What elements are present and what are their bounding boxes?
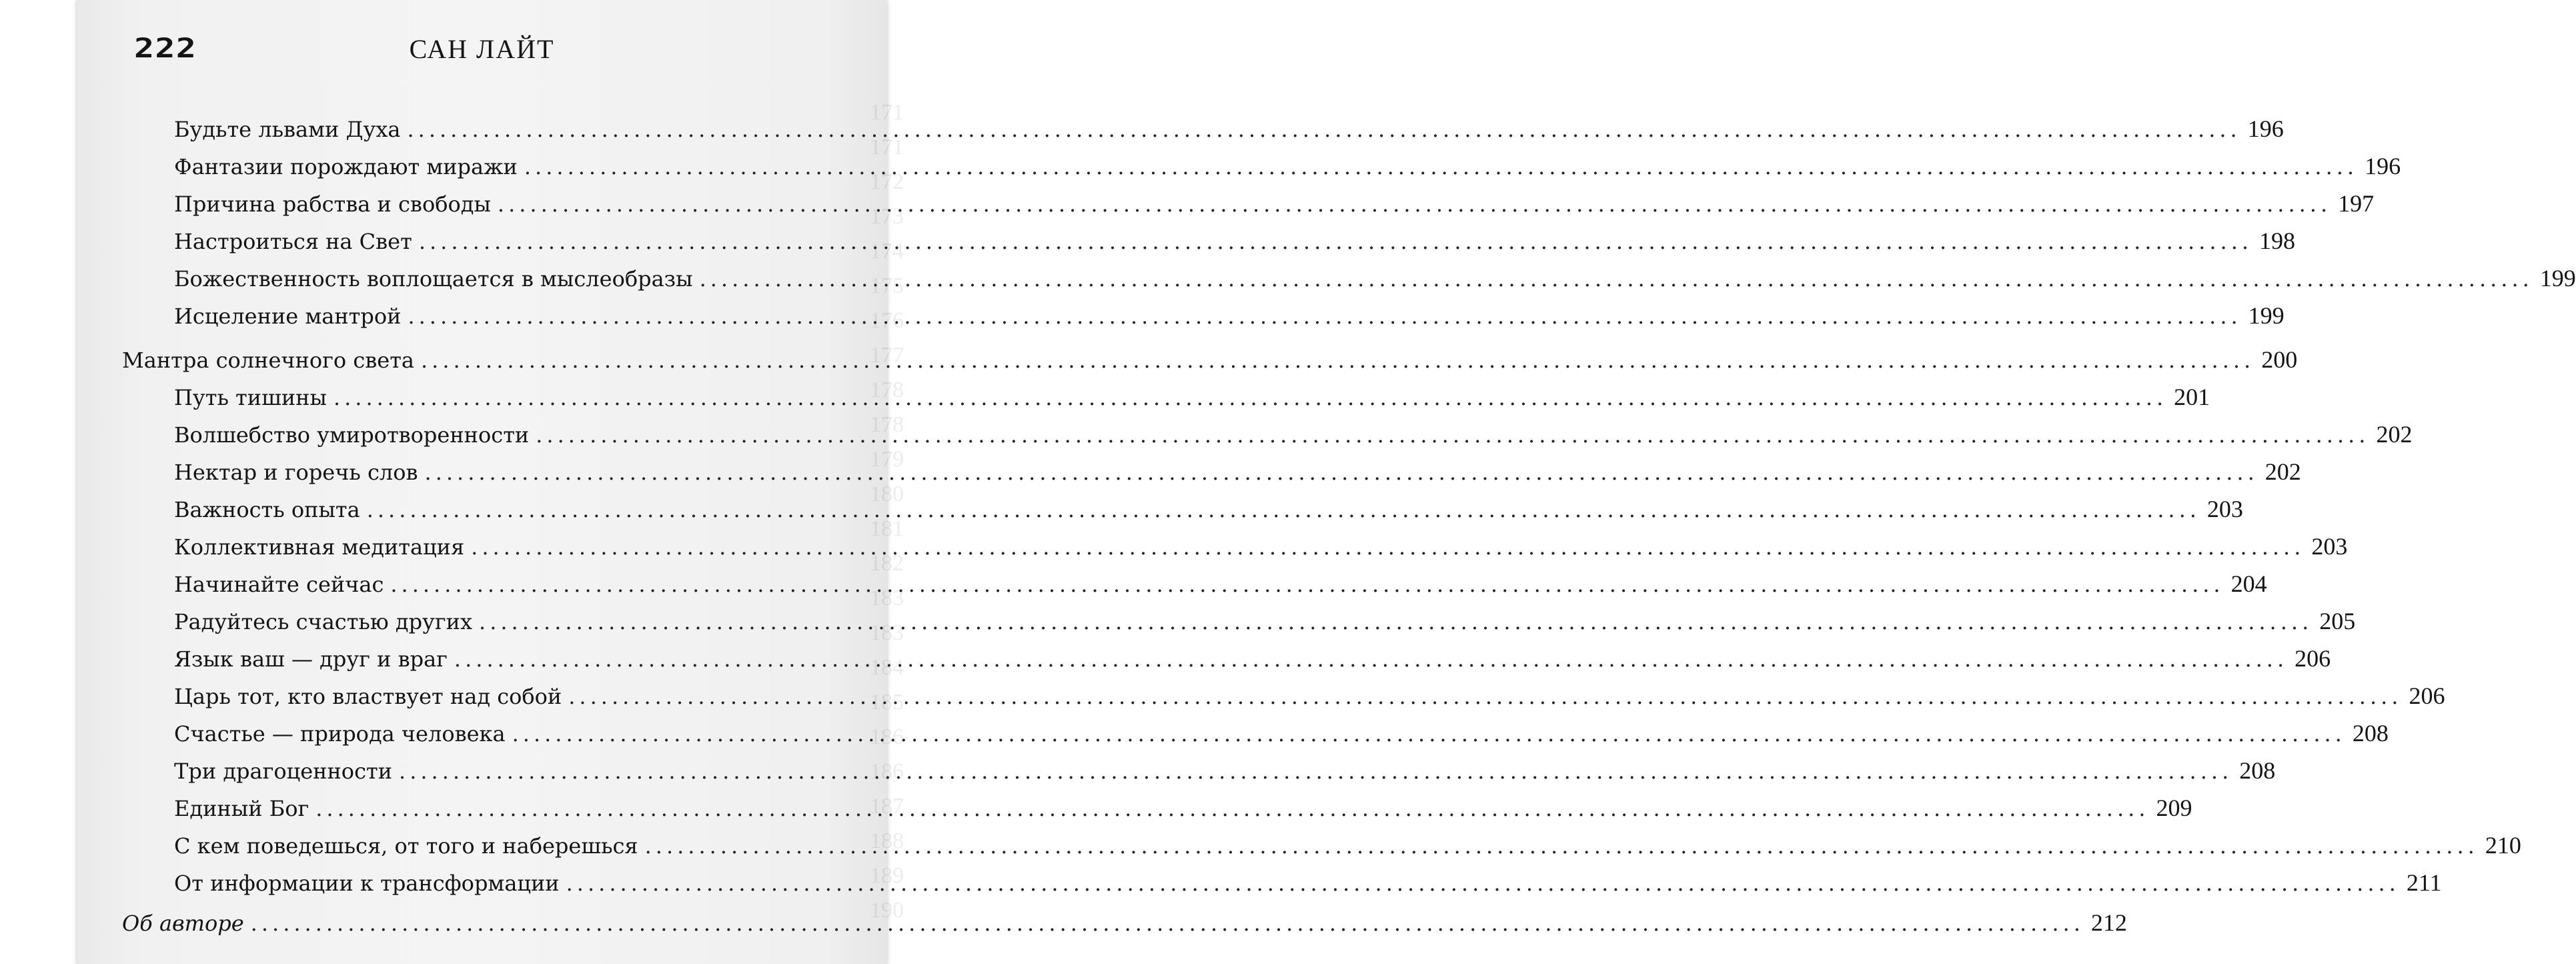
show-through-text: 171 171 172 173 174 175 176 177 178 178 179 180 181 182 183 183 184 185 186 186 187 188 189 190 bbox=[870, 100, 904, 923]
running-title: САН ЛАЙТ bbox=[409, 34, 555, 64]
dot-leader bbox=[425, 460, 2259, 485]
toc-entry-title: Причина рабства и свободы bbox=[174, 191, 491, 217]
dot-leader bbox=[700, 266, 2533, 292]
book-page bbox=[77, 0, 2576, 964]
toc-entry-page-number: 209 bbox=[2156, 795, 2192, 821]
toc-entry-title: Начинайте сейчас bbox=[174, 572, 384, 597]
toc-entry-page-number: 206 bbox=[2409, 682, 2445, 709]
toc-entry bbox=[122, 909, 2127, 946]
toc-entry bbox=[122, 719, 2389, 757]
toc-entry-page-number: 197 bbox=[2338, 190, 2375, 217]
toc-entry bbox=[122, 115, 2284, 152]
toc-entry-page-number: 206 bbox=[2295, 645, 2331, 672]
dot-leader bbox=[367, 497, 2200, 522]
dot-leader bbox=[524, 154, 2358, 179]
toc-entry-title: Важность опыта bbox=[174, 497, 360, 522]
dot-leader bbox=[390, 572, 2224, 597]
toc-entry-page-number: 210 bbox=[2485, 832, 2521, 859]
dot-leader bbox=[251, 911, 2084, 936]
toc-entry bbox=[122, 607, 2356, 644]
dot-leader bbox=[315, 796, 2149, 821]
toc-entry-page-number: 201 bbox=[2174, 384, 2210, 410]
toc-entry-page-number: 199 bbox=[2539, 265, 2576, 292]
toc-entry-title: Единый Бог bbox=[174, 796, 309, 821]
toc-entry-page-number: 196 bbox=[2365, 153, 2401, 179]
toc-entry-title: Мантра солнечного света bbox=[122, 348, 414, 373]
dot-leader bbox=[419, 229, 2252, 254]
toc-entry-title: Три драгоценности bbox=[174, 759, 393, 784]
toc-entry-page-number: 211 bbox=[2406, 869, 2442, 896]
toc-entry-page-number: 203 bbox=[2311, 533, 2348, 560]
toc-entry-title: Божественность воплощается в мыслеобразы bbox=[174, 266, 693, 292]
dot-leader bbox=[536, 422, 2369, 448]
dot-leader bbox=[454, 646, 2288, 672]
toc-entry bbox=[122, 682, 2445, 719]
dot-leader bbox=[512, 721, 2346, 747]
toc-entry-page-number: 198 bbox=[2259, 227, 2296, 254]
toc-entry bbox=[122, 869, 2442, 906]
toc-entry bbox=[122, 532, 2348, 570]
dot-leader bbox=[334, 385, 2167, 410]
toc-entry bbox=[122, 757, 2276, 794]
toc-entry bbox=[122, 383, 2210, 420]
toc-entry bbox=[122, 227, 2296, 264]
toc-entry-page-number: 208 bbox=[2352, 720, 2389, 747]
dot-leader bbox=[407, 117, 2240, 142]
toc-entry-page-number: 208 bbox=[2239, 757, 2276, 784]
toc-entry-title: Волшебство умиротворенности bbox=[174, 422, 530, 448]
toc-entry-title: Путь тишины bbox=[174, 385, 327, 410]
toc-entry-page-number: 204 bbox=[2230, 570, 2267, 597]
toc-entry bbox=[122, 189, 2375, 227]
toc-entry-page-number: 212 bbox=[2090, 909, 2127, 936]
toc-entry-title: Радуйтесь счастью других bbox=[174, 609, 473, 634]
dot-leader bbox=[421, 348, 2255, 373]
toc-entry-page-number: 202 bbox=[2376, 421, 2413, 448]
toc-entry-title: Коллективная медитация bbox=[174, 534, 465, 560]
toc-entry-title: Царь тот, кто властвует над собой bbox=[174, 684, 562, 709]
toc-entry-title: Будьте львами Духа bbox=[174, 117, 401, 142]
toc-entry bbox=[122, 458, 2301, 495]
toc-entry bbox=[122, 794, 2192, 831]
toc-entry bbox=[122, 831, 2521, 869]
toc-entry bbox=[122, 264, 2576, 302]
toc-entry bbox=[122, 420, 2413, 458]
toc-entry-page-number: 200 bbox=[2261, 346, 2298, 373]
page-number: 222 bbox=[134, 33, 197, 64]
toc-entry bbox=[122, 644, 2331, 682]
toc-entry-page-number: 202 bbox=[2265, 458, 2301, 485]
toc-entry-title: Фантазии порождают миражи bbox=[174, 154, 518, 179]
dot-leader bbox=[568, 684, 2402, 709]
toc-entry bbox=[122, 302, 2285, 339]
dot-leader bbox=[566, 871, 2400, 896]
toc-entry-title: Исцеление мантрой bbox=[174, 304, 402, 329]
dot-leader bbox=[408, 304, 2241, 329]
dot-leader bbox=[399, 759, 2232, 784]
toc-entry-page-number: 205 bbox=[2319, 608, 2356, 634]
toc-entry-title: Язык ваш — друг и враг bbox=[174, 646, 448, 672]
toc-entry-title: Настроиться на Свет bbox=[174, 229, 412, 254]
dot-leader bbox=[645, 833, 2479, 859]
dot-leader bbox=[471, 534, 2305, 560]
toc-entry-title: От информации к трансформации bbox=[174, 871, 560, 896]
dot-leader bbox=[498, 191, 2331, 217]
toc-entry-page-number: 196 bbox=[2247, 115, 2284, 142]
toc-entry bbox=[122, 152, 2401, 189]
toc-entry bbox=[122, 346, 2298, 383]
toc-entry-title: Нектар и горечь слов bbox=[174, 460, 418, 485]
toc-entry-page-number: 199 bbox=[2248, 302, 2285, 329]
toc-entry bbox=[122, 495, 2243, 532]
toc-entry-title: С кем поведешься, от того и наберешься bbox=[174, 833, 638, 859]
toc-entry bbox=[122, 570, 2267, 607]
dot-leader bbox=[479, 609, 2313, 634]
toc-entry-page-number: 203 bbox=[2206, 496, 2243, 522]
toc-entry-title: Об авторе bbox=[122, 911, 244, 936]
toc-entry-title: Счастье — природа человека bbox=[174, 721, 506, 747]
